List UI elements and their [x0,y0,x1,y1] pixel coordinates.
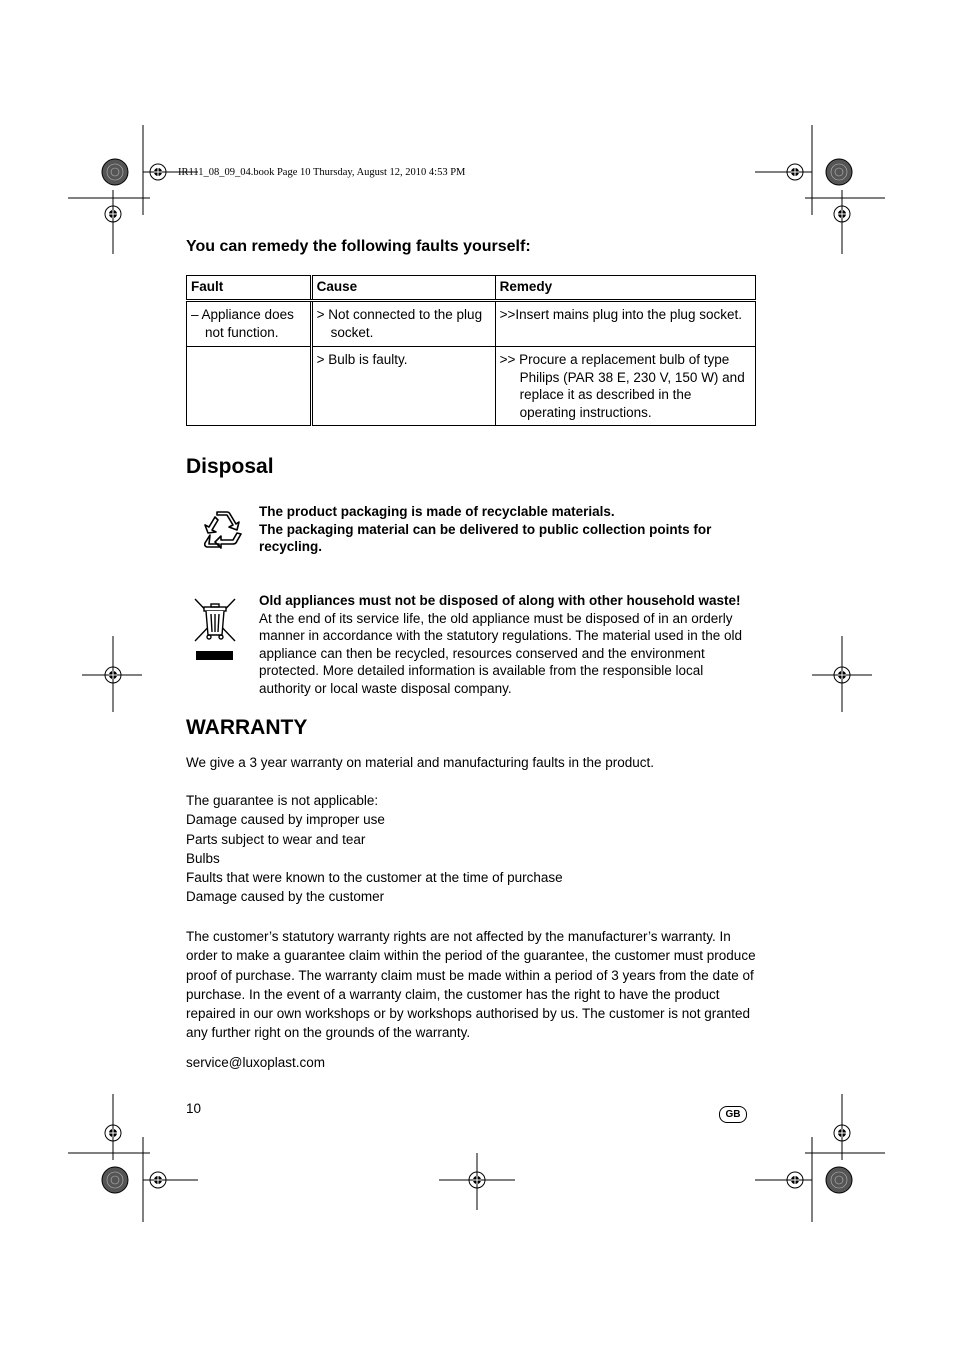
remedy-cell: >> Procure a replacement bulb of type Philips (PAR 38 E, 230 V, 150 W) and replace it as described in the operating instructions. [499,352,745,420]
list-item: Damage caused by improper use [186,812,385,828]
weee-bold-text: Old appliances must not be disposed of along with other household waste! [259,593,741,608]
print-header: IR111_08_09_04.book Page 10 Thursday, August 12, 2010 4:53 PM [178,167,466,178]
table-row [187,301,756,347]
warranty-title: WARRANTY [186,716,308,739]
weee-body-text: At the end of its service life, the old appliance must be disposed of in an orderly manner in accordance with the statutory regulations. The material used in the old appliance can then be recycled, resources conserved and the environment protected. More detailed information is available from the responsible local authority or local waste disposal company. [259,610,743,696]
recycling-line-2: The packaging material can be delivered to public collection points for recycling. [259,521,712,554]
table-header-row [187,276,756,301]
list-item: Damage caused by the customer [186,889,385,905]
weee-disposal-note [259,592,751,697]
recycling-note [259,503,739,556]
crossed-out-bin-icon [193,597,237,663]
list-item: Parts subject to wear and tear [186,831,366,847]
page-number: 10 [186,1101,202,1116]
warranty-exclusions [186,791,756,907]
recycling-icon [203,511,243,549]
column-header-fault: Fault [187,276,312,301]
fault-cell: – Appliance does not function. [191,307,294,340]
language-badge: GB [719,1106,747,1123]
faults-table [186,275,756,426]
list-item: Faults that were known to the customer at the time of purchase [186,870,563,886]
table-row [187,347,756,426]
list-item: Bulbs [186,850,220,866]
warranty-intro: We give a 3 year warranty on material and manufacturing faults in the product. [186,755,654,770]
remedy-cell: >>Insert mains plug into the plug socket. [499,307,742,322]
warranty-statutory: The customer’s statutory warranty rights are not affected by the manufacturer’s warranty. In order to make a guarantee claim within the period of the guarantee, the customer must produce proof of purchase. The warranty claim must be made within a period of 3 years from the date of purchase. In the event of a warranty claim, the customer has the right to have the product repaired in our own workshops or by workshops authorised by us. The customer is not granted any further right on the grounds of the warranty. [186,929,756,1041]
cause-cell: > Bulb is faulty. [316,352,408,367]
column-header-cause: Cause [311,276,495,301]
exclusions-heading: The guarantee is not applicable: [186,793,379,808]
service-email[interactable]: service@luxoplast.com [186,1055,326,1070]
faults-heading: You can remedy the following faults yourself: [186,238,531,255]
column-header-remedy: Remedy [495,276,755,301]
recycling-line-1: The product packaging is made of recyclable materials. [259,504,615,519]
cause-cell: > Not connected to the plug socket. [316,307,483,340]
disposal-title: Disposal [186,455,274,478]
